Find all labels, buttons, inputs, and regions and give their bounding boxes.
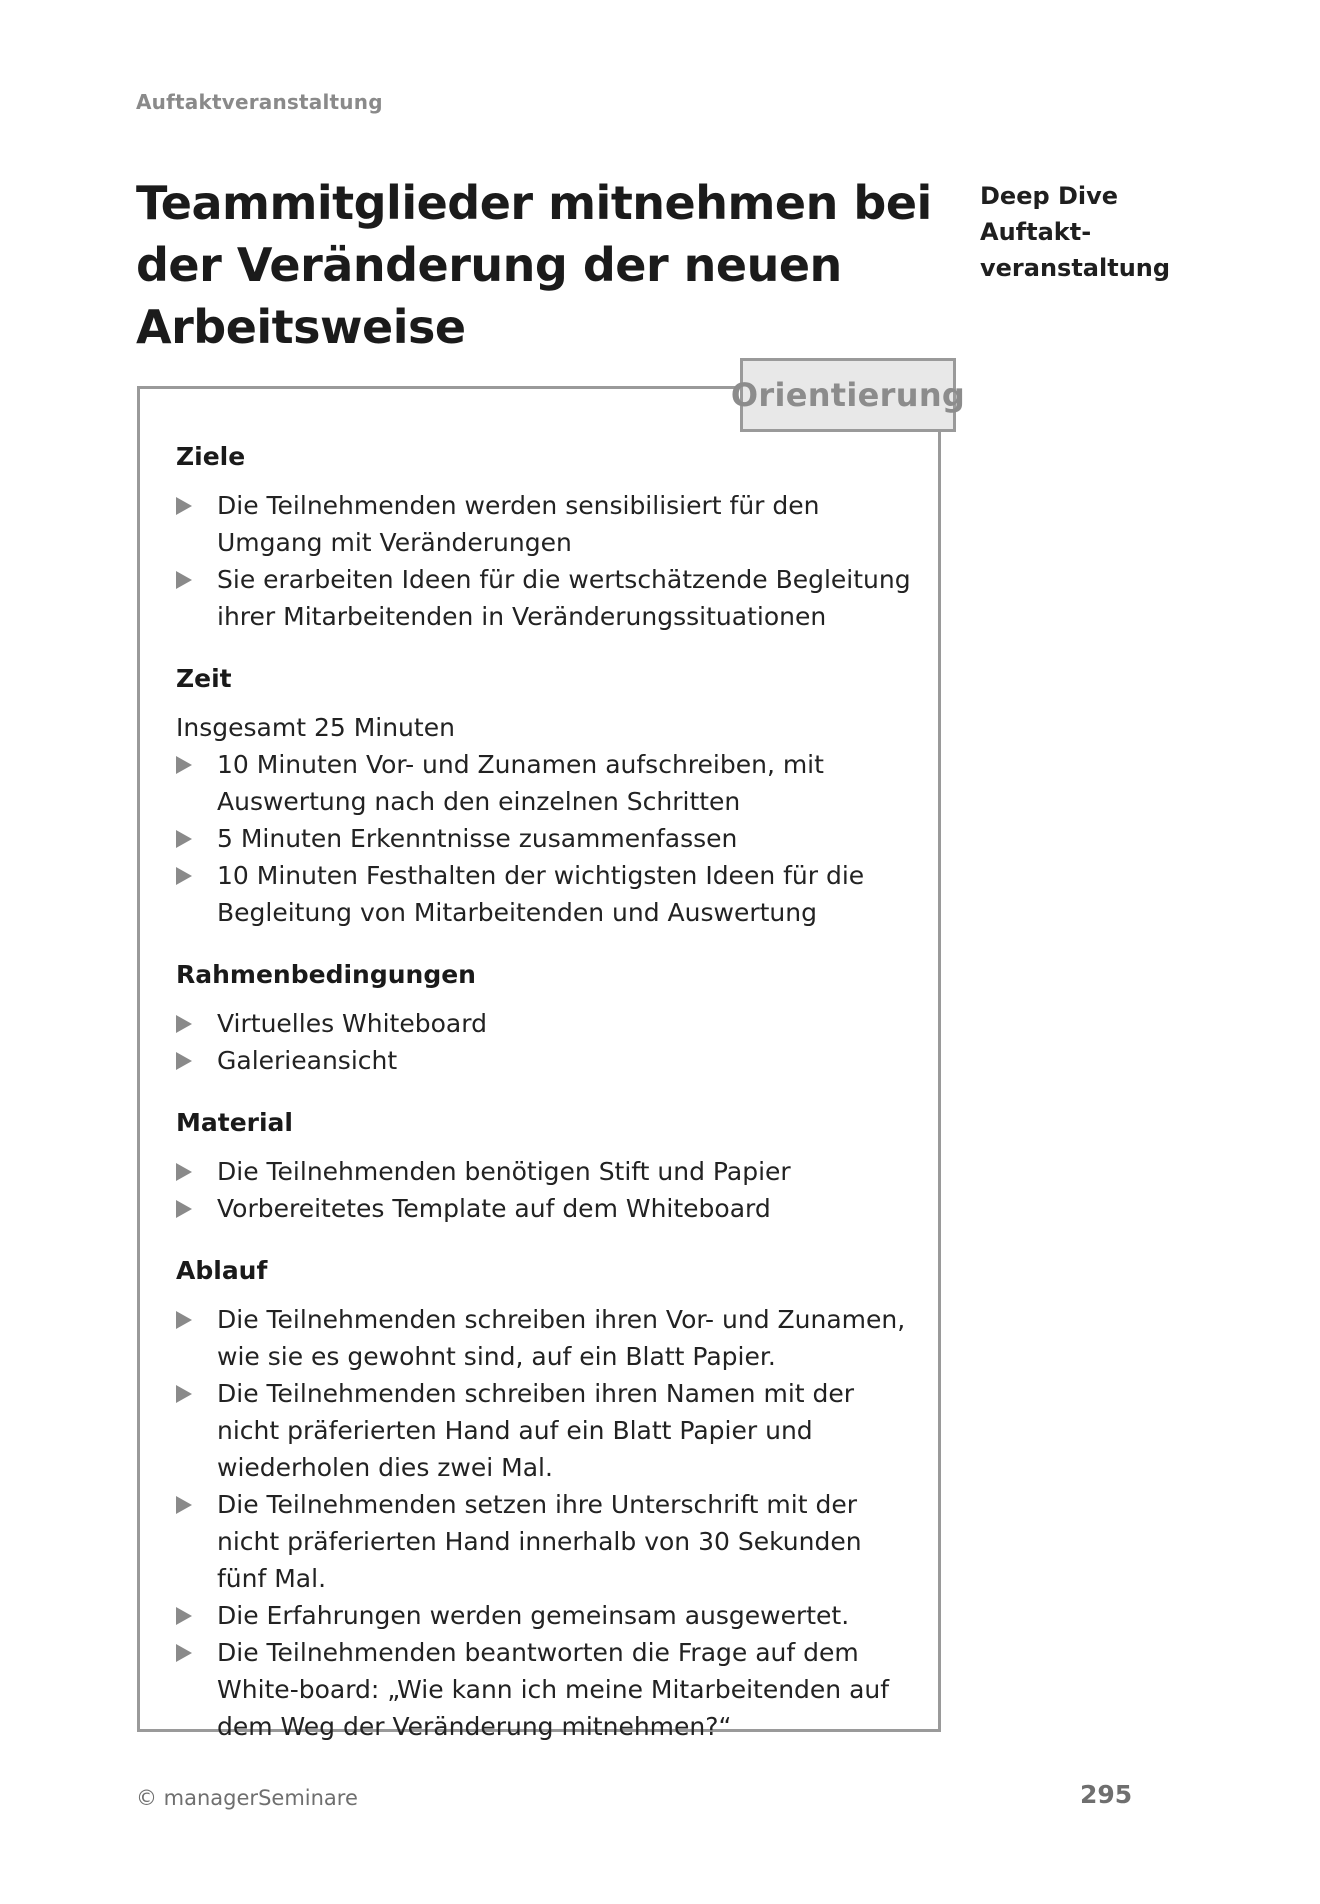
list-item-text: Galerieansicht: [217, 1046, 398, 1075]
list-item: [176, 820, 916, 857]
page-title: Teammitglieder mitnehmen bei der Veränderung der neuen Arbeitsweise: [136, 176, 932, 354]
list-item: [176, 487, 916, 561]
running-head: Auftaktveranstaltung: [136, 90, 383, 114]
list-item-text: Virtuelles Whiteboard: [217, 1009, 487, 1038]
bullet-list: [176, 1153, 916, 1227]
section-zeit: [176, 660, 916, 931]
list-item: [176, 561, 916, 635]
triangle-bullet-icon: [176, 497, 192, 515]
list-item: [176, 857, 916, 931]
bullet-list: [176, 1005, 916, 1079]
list-item: [176, 1634, 916, 1745]
list-item: [176, 1005, 916, 1042]
box-tab-label: Orientierung: [740, 358, 956, 432]
triangle-bullet-icon: [176, 1385, 192, 1403]
list-item-text: 10 Minuten Festhalten der wichtigsten Ideen für die Begleitung von Mitarbeitenden und Auswertung: [217, 861, 865, 927]
list-item: [176, 1486, 916, 1597]
list-item-text: Vorbereitetes Template auf dem Whiteboard: [217, 1194, 771, 1223]
triangle-bullet-icon: [176, 1607, 192, 1625]
section-heading: Ziele: [176, 442, 246, 471]
triangle-bullet-icon: [176, 1163, 192, 1181]
triangle-bullet-icon: [176, 1644, 192, 1662]
section-heading: Material: [176, 1108, 293, 1137]
triangle-bullet-icon: [176, 1200, 192, 1218]
list-item-text: Die Teilnehmenden benötigen Stift und Papier: [217, 1157, 791, 1186]
list-item: [176, 1375, 916, 1486]
list-item-text: Die Teilnehmenden schreiben ihren Namen mit der nicht präferierten Hand auf ein Blatt Papier und wiederholen dies zwei Mal.: [217, 1379, 855, 1482]
list-item: [176, 1190, 916, 1227]
bullet-list: [176, 487, 916, 635]
list-item-text: 10 Minuten Vor- und Zunamen aufschreiben, mit Auswertung nach den einzelnen Schritten: [217, 750, 824, 816]
section-ablauf: [176, 1252, 916, 1745]
list-item-text: Die Teilnehmenden werden sensibilisiert für den Umgang mit Veränderungen: [217, 491, 820, 557]
triangle-bullet-icon: [176, 867, 192, 885]
bullet-list: [176, 1301, 916, 1745]
section-ziele: [176, 438, 916, 635]
list-item-text: 5 Minuten Erkenntnisse zusammenfassen: [217, 824, 738, 853]
list-item-text: Die Teilnehmenden beantworten die Frage auf dem White-board: „Wie kann ich meine Mitarbeitenden auf dem Weg der Veränderung mitnehmen?“: [217, 1638, 890, 1741]
section-heading: Ablauf: [176, 1256, 268, 1285]
list-item: [176, 1153, 916, 1190]
footer-copyright: © managerSeminare: [136, 1786, 358, 1810]
triangle-bullet-icon: [176, 1052, 192, 1070]
triangle-bullet-icon: [176, 571, 192, 589]
triangle-bullet-icon: [176, 756, 192, 774]
triangle-bullet-icon: [176, 1496, 192, 1514]
list-item: [176, 1042, 916, 1079]
list-item: [176, 746, 916, 820]
list-item-text: Die Teilnehmenden setzen ihre Unterschrift mit der nicht präferierten Hand innerhalb von 30 Sekunden fünf Mal.: [217, 1490, 862, 1593]
section-rahmenbedingungen: [176, 956, 916, 1079]
triangle-bullet-icon: [176, 1311, 192, 1329]
section-material: [176, 1104, 916, 1227]
triangle-bullet-icon: [176, 830, 192, 848]
section-intro: Insgesamt 25 Minuten: [176, 713, 455, 742]
margin-note: Deep Dive Auftakt-veranstaltung: [980, 182, 1171, 282]
section-heading: Rahmenbedingungen: [176, 960, 476, 989]
list-item-text: Die Erfahrungen werden gemeinsam ausgewertet.: [217, 1601, 850, 1630]
triangle-bullet-icon: [176, 1015, 192, 1033]
section-heading: Zeit: [176, 664, 232, 693]
list-item-text: Sie erarbeiten Ideen für die wertschätzende Begleitung ihrer Mitarbeitenden in Veränderungssituationen: [217, 565, 911, 631]
bullet-list: [176, 746, 916, 931]
list-item-text: Die Teilnehmenden schreiben ihren Vor- und Zunamen, wie sie es gewohnt sind, auf ein Blatt Papier.: [217, 1305, 906, 1371]
list-item: [176, 1301, 916, 1375]
box-content: [176, 438, 916, 1770]
page-number: 295: [1080, 1780, 1133, 1809]
list-item: [176, 1597, 916, 1634]
